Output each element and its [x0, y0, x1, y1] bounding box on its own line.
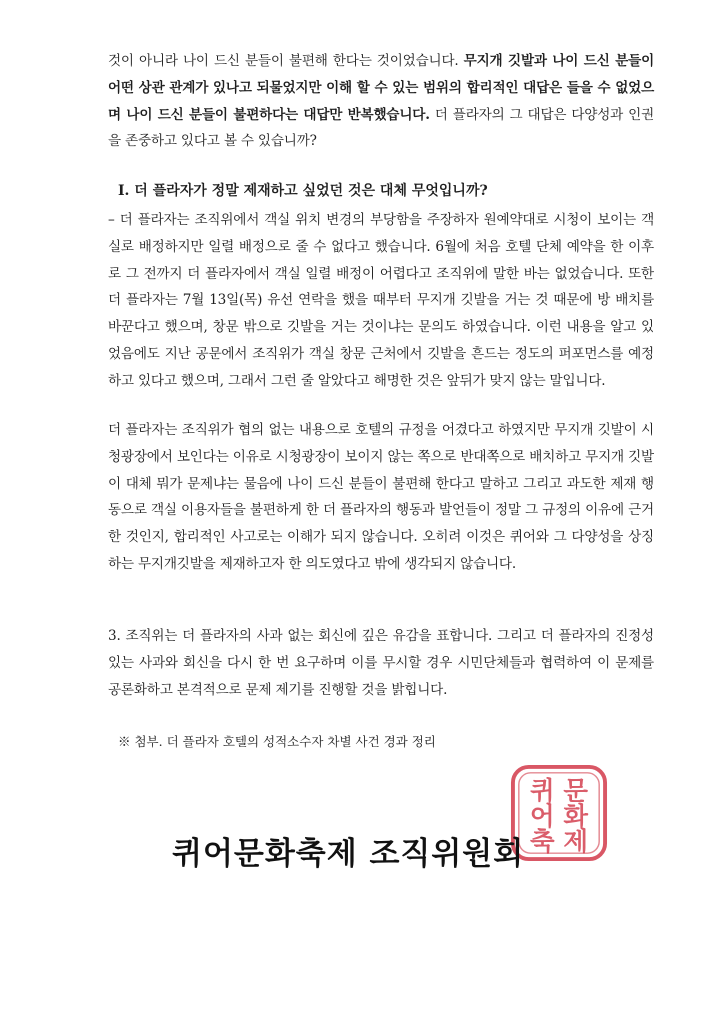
paragraph-room-assignment: – 더 플라자는 조직위에서 객실 위치 변경의 부당함을 주장하자 원예약대로 시청이 보이는 객실로 배정하지만 일렬 배정으로 줄 수 없다고 했습니다. 6월에 처음 호텔 단체 예약을 한 이후로 그 전까지 더 플라자에서 객실 일렬 배정이 어렵다고 조직위에 말한 바는 없었습니다. 또한 더 플라자는 7월 13일(목) 유선 연락을 했을 때부터 무지개 깃발을 거는 것 때문에 방 배치를 바꾼다고 했으며, 창문 밖으로 깃발을 거는 것이냐는 문의도 하였습니다. 이런 내용을 알고 있었음에도 지난 공문에서 조직위가 객실 창문 근처에서 깃발을 흔드는 정도의 퍼포먼스를 예정하고 있다고 했으며, 그래서 그런 줄 알았다고 해명한 것은 앞뒤가 맞지 않는 말입니다.	[108, 212, 654, 389]
svg-text:어: 어	[530, 801, 555, 832]
organization-seal-stamp	[510, 764, 608, 862]
svg-text:화: 화	[563, 801, 588, 832]
paragraph-regulation: 더 플라자는 조직위가 협의 없는 내용으로 호텔의 규정을 어겼다고 하였지만 무지개 깃발이 시청광장에서 보인다는 이유로 시청광장이 보이지 않는 쪽으로 반대쪽으로 배치하고 무지개 깃발이 대체 뭐가 문제냐는 물음에 나이 드신 분들이 불편해 한다고 말하고 그리고 과도한 제재 행동으로 객실 이용자들을 불편하게 한 더 플라자의 행동과 발언들이 정말 그 규정의 이유에 근거한 것인지, 합리적인 사고로는 이해가 되지 않습니다. 오히려 이것은 퀴어와 그 다양성을 상징하는 무지개깃발을 제재하고자 한 의도였다고 밖에 생각되지 않습니다.	[108, 422, 654, 572]
svg-text:제: 제	[563, 827, 588, 858]
paragraph-demand: 3. 조직위는 더 플라자의 사과 없는 회신에 깊은 유감을 표합니다. 그리고 더 플라자의 진정성 있는 사과와 회신을 다시 한 번 요구하며 이를 무시할 경우 시민단체들과 협력하여 이 문제를 공론화하고 본격적으로 문제 제기를 진행할 것을 밝힙니다.	[108, 628, 654, 698]
paragraph-plaza-response	[108, 48, 654, 155]
svg-text:축: 축	[530, 827, 555, 858]
svg-text:퀴: 퀴	[530, 776, 555, 807]
paragraph-text: 더 플라자의 그 대답은 다양성과 인권을 존중하고 있다고 볼 수 있습니까?	[108, 106, 654, 150]
attachment-note: ※ 첨부. 더 플라자 호텔의 성적소수자 차별 사건 경과 정리	[118, 734, 436, 749]
paragraph-text: 것이 아니라 나이 드신 분들이 불편해 한다는 것이었습니다.	[108, 53, 464, 69]
bold-emphasis-text: 무지개 깃발과 나이 드신 분들이 어떤 상관 관계가 있나고 되물었지만 이해 할 수 있는 범위의 합리적인 대답은 들을 수 없었으며 나이 드신 분들이 불편하다는 대답만 반복했습니다.	[108, 53, 654, 123]
organization-signature: 퀴어문화축제 조직위원회	[172, 836, 525, 872]
section-heading: I. 더 플라자가 정말 제재하고 싶었던 것은 대체 무엇입니까?	[118, 183, 488, 199]
svg-text:문: 문	[563, 776, 588, 807]
